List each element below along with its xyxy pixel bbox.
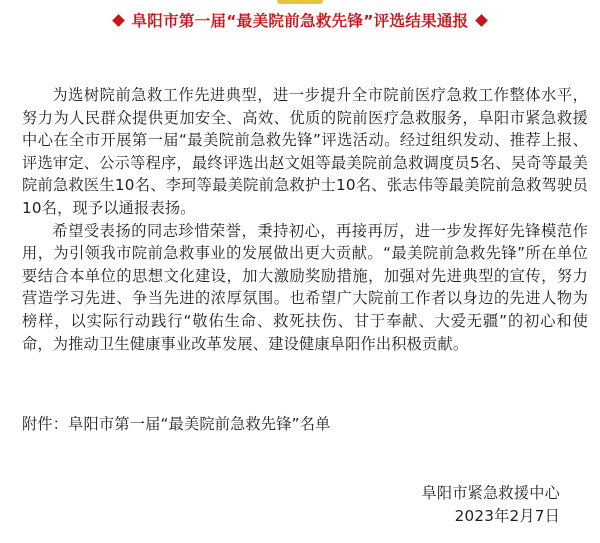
top-ornament — [277, 0, 323, 4]
paragraph-1: 为选树院前急救工作先进典型，进一步提升全市院前医疗急救工作整体水平，努力为人民群众提供更加安全、高效、优质的院前医疗急救服务，阜阳市紧急救援中心在全市开展第一届“最美院前急救先锋”评选活动。经过组织发动、推荐上报、评选审定、公示等程序，最终评选出赵文姐等最美院前急救调度员5名、吴奇等最美院前急救医生10名、李珂等最美院前急救护士10名、张志伟等最美院前急救驾驶员10名，现予以通报表扬。 — [22, 86, 588, 217]
issuing-organization: 阜阳市紧急救援中心 — [421, 484, 560, 502]
right-diamond-icon — [476, 14, 489, 27]
paragraph-2: 希望受表扬的同志珍惜荣誉，秉持初心，再接再厉，进一步发挥好先锋模范作用，为引领我市院前急救事业的发展做出更大贡献。“最美院前急救先锋”所在单位要结合本单位的思想文化建设，加大激励奖励措施，加强对先进典型的宣传，努力营造学习先进、争当先进的浓厚氛围。也希望广大院前工作者以身边的先进人物为榜样，以实际行动践行“敬佑生命、救死扶伤、甘于奉献、大爱无疆”的初心和使命，为推动卫生健康事业改革发展、建设健康阜阳作出积极贡献。 — [22, 221, 588, 353]
issue-date: 2023年2月7日 — [454, 507, 560, 525]
signature-block — [422, 482, 561, 528]
document-title: 阜阳市第一届“最美院前急救先锋”评选结果通报 — [131, 12, 469, 30]
title-bar — [0, 8, 600, 32]
document-body — [22, 84, 588, 355]
attachment-note: 附件：阜阳市第一届“最美院前急救先锋”名单 — [22, 415, 331, 433]
left-diamond-icon — [112, 14, 125, 27]
